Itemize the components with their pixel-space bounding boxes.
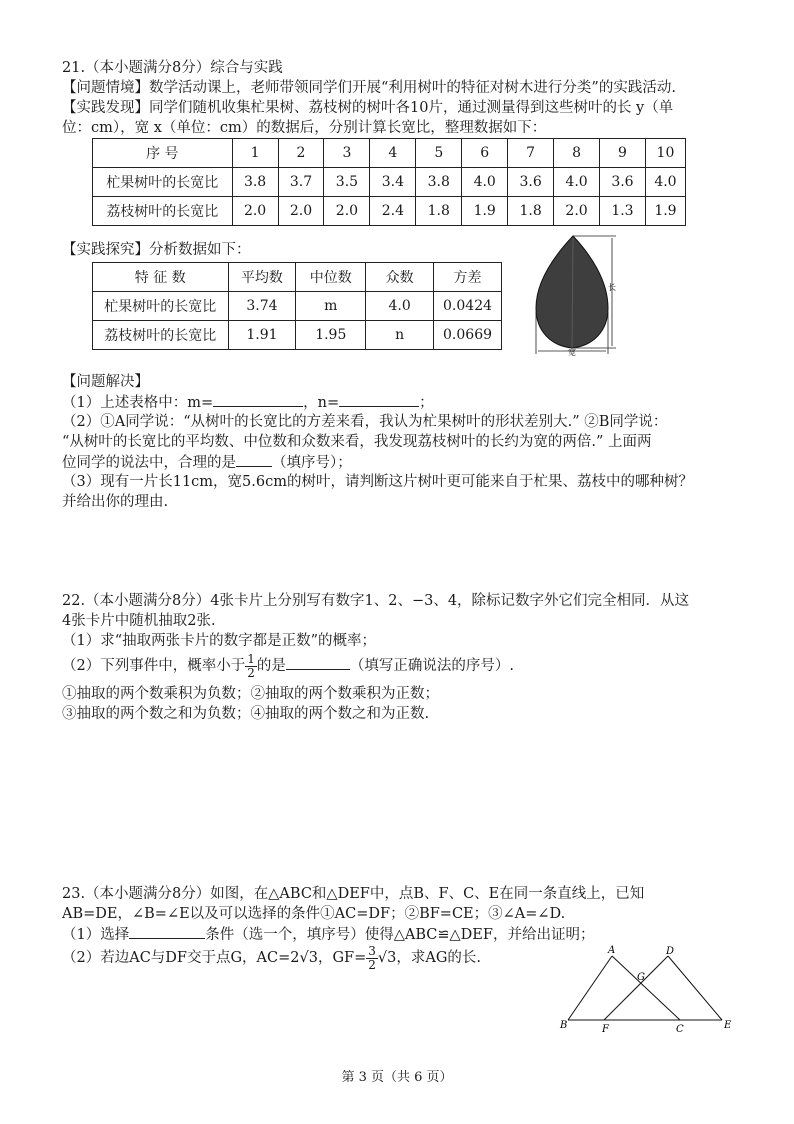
table-cell: 0.0424	[434, 292, 502, 321]
side-ac	[612, 956, 680, 1020]
table-cell: n	[366, 321, 434, 350]
table-cell: 1.3	[600, 197, 646, 226]
q22-options-1: ①抽取的两个数乘积为负数；②抽取的两个数乘积为正数；	[62, 686, 439, 702]
q22-answer-blank[interactable]	[286, 655, 350, 670]
table-cell: 1.8	[416, 197, 462, 226]
table-cell: 1.8	[508, 197, 554, 226]
table-cell: 1.95	[296, 321, 366, 350]
table-cell: 方差	[434, 263, 502, 292]
half-fraction: $\frac{1}{2}$	[247, 651, 255, 680]
table-cell: 6	[462, 139, 508, 168]
q22-options-2: ③抽取的两个数之和为负数；④抽取的两个数之和为正数.	[62, 706, 430, 722]
table-cell: 杧果树叶的长宽比	[93, 292, 229, 321]
statistics-table	[92, 262, 502, 350]
label-b: B	[560, 1020, 568, 1031]
table-cell: m	[296, 292, 366, 321]
m-answer-blank[interactable]	[213, 392, 303, 407]
table-cell: 特 征 数	[93, 263, 229, 292]
q21-part2-line3: 位同学的说法中，合理的是 （填序号）；	[62, 452, 352, 473]
table-cell: 4.0	[554, 168, 600, 197]
side-de	[668, 956, 722, 1020]
table-cell: 平均数	[228, 263, 296, 292]
table-cell: 1	[232, 139, 278, 168]
table-cell: 2.0	[278, 197, 324, 226]
length-label: 长	[608, 283, 616, 292]
q23-line2: AB=DE，∠B=∠E以及可以选择的条件①AC=DF；②BF=CE；③∠A=∠D.	[62, 906, 566, 922]
table-cell: 杧果树叶的长宽比	[93, 168, 233, 197]
label-a: A	[608, 945, 616, 956]
q21-part3-line2: 并给出你的理由.	[62, 494, 169, 510]
q23-line1: 23.（本小题满分8分）如图，在△ABC和△DEF中，点B、F、C、E在同一条直线上，已知	[62, 886, 645, 902]
table-row	[93, 321, 502, 350]
table-cell: 3.6	[600, 168, 646, 197]
table-cell: 3.74	[228, 292, 296, 321]
table-cell: 9	[600, 139, 646, 168]
table-cell: 众数	[366, 263, 434, 292]
table-cell: 2	[278, 139, 324, 168]
table-cell: 序 号	[93, 139, 233, 168]
q23-condition-blank[interactable]	[129, 924, 205, 939]
n-answer-blank[interactable]	[339, 392, 419, 407]
table-row	[93, 168, 686, 197]
q23-part1: （1）选择 条件（选一个，填序号）使得△ABC≌△DEF，并给出证明；	[62, 924, 594, 945]
q21-discovery-1: 【实践发现】同学们随机收集杧果树、荔枝树的树叶各10片，通过测量得到这些树叶的长 y（单	[62, 100, 674, 116]
triangles-figure	[558, 944, 734, 1036]
q21-solve-heading: 【问题解决】	[62, 374, 149, 390]
table-cell: 2.0	[554, 197, 600, 226]
table-cell: 中位数	[296, 263, 366, 292]
three-halves-fraction: $\frac{3}{2}$	[368, 943, 376, 972]
table-cell: 3	[324, 139, 370, 168]
table-cell: 3.6	[508, 168, 554, 197]
table-cell: 3.8	[232, 168, 278, 197]
page-footer: 第 3 页（共 6 页）	[341, 1070, 453, 1085]
leaf-figure	[528, 232, 624, 358]
table-cell: 7	[508, 139, 554, 168]
q21-title: 21.（本小题满分8分）综合与实践	[62, 60, 283, 76]
table-header-row	[93, 263, 502, 292]
table-cell: 8	[554, 139, 600, 168]
q22-part2: （2）下列事件中，概率小于 $\frac{1}{2}$ 的是 （填写正确说法的序号）.	[62, 651, 514, 680]
table-cell: 2.0	[232, 197, 278, 226]
q23-part2: （2）若边AC与DF交于点G，AC=2√3，GF= $\frac{3}{2}$ √3，求AG的长.	[62, 943, 482, 972]
q22-line2: 4张卡片中随机抽取2张.	[62, 613, 216, 629]
table-cell: 1.91	[228, 321, 296, 350]
q21-discovery-2: 位：cm），宽 x（单位：cm）的数据后，分别计算长宽比，整理数据如下：	[62, 120, 547, 136]
label-e: E	[724, 1020, 732, 1031]
table-cell: 3.7	[278, 168, 324, 197]
q21-part2-line1: （2）①A同学说：“从树叶的长宽比的方差来看，我认为杧果树叶的形状差别大.” ②B同学说：	[62, 414, 668, 430]
table-row	[93, 292, 502, 321]
q21-part1: （1）上述表格中：m= ，n= ；	[62, 392, 434, 413]
q21-part3-line1: （3）现有一片长11cm，宽5.6cm的树叶，请判断这片树叶更可能来自于杧果、荔枝中的哪种树？	[62, 474, 693, 490]
ratio-data-table	[92, 138, 686, 226]
table-row	[93, 197, 686, 226]
table-cell: 4.0	[645, 168, 685, 197]
label-g: G	[637, 972, 645, 983]
table-cell: 荔枝树叶的长宽比	[93, 197, 233, 226]
q21-context: 【问题情境】数学活动课上，老师带领同学们开展“利用树叶的特征对树木进行分类”的实践活动.	[62, 80, 676, 96]
side-fd	[604, 956, 668, 1020]
q22-part1: （1）求“抽取两张卡片的数字都是正数”的概率；	[62, 633, 377, 649]
table-header-row	[93, 139, 686, 168]
q22-line1: 22.（本小题满分8分）4张卡片上分别写有数字1、2、−3、4，除标记数字外它们完全相同．从这	[62, 593, 690, 609]
width-label: 宽	[568, 348, 576, 357]
table-cell: 4.0	[462, 168, 508, 197]
table-cell: 3.8	[416, 168, 462, 197]
table-cell: 4.0	[366, 292, 434, 321]
q21-part2-line2: “从树叶的长宽比的平均数、中位数和众数来看，我发现荔枝树叶的长约为宽的两倍.” 上面两	[62, 434, 652, 450]
label-d: D	[666, 946, 675, 957]
q21-explore: 【实践探究】分析数据如下：	[62, 242, 251, 258]
table-cell: 4	[370, 139, 416, 168]
table-cell: 3.5	[324, 168, 370, 197]
table-cell: 10	[645, 139, 685, 168]
table-cell: 1.9	[645, 197, 685, 226]
table-cell: 0.0669	[434, 321, 502, 350]
label-f: F	[602, 1024, 609, 1035]
side-ab	[568, 956, 612, 1020]
table-cell: 荔枝树叶的长宽比	[93, 321, 229, 350]
table-cell: 1.9	[462, 197, 508, 226]
table-cell: 5	[416, 139, 462, 168]
label-c: C	[676, 1024, 684, 1035]
table-cell: 2.0	[324, 197, 370, 226]
table-cell: 2.4	[370, 197, 416, 226]
table-cell: 3.4	[370, 168, 416, 197]
reasonable-answer-blank[interactable]	[236, 452, 272, 467]
